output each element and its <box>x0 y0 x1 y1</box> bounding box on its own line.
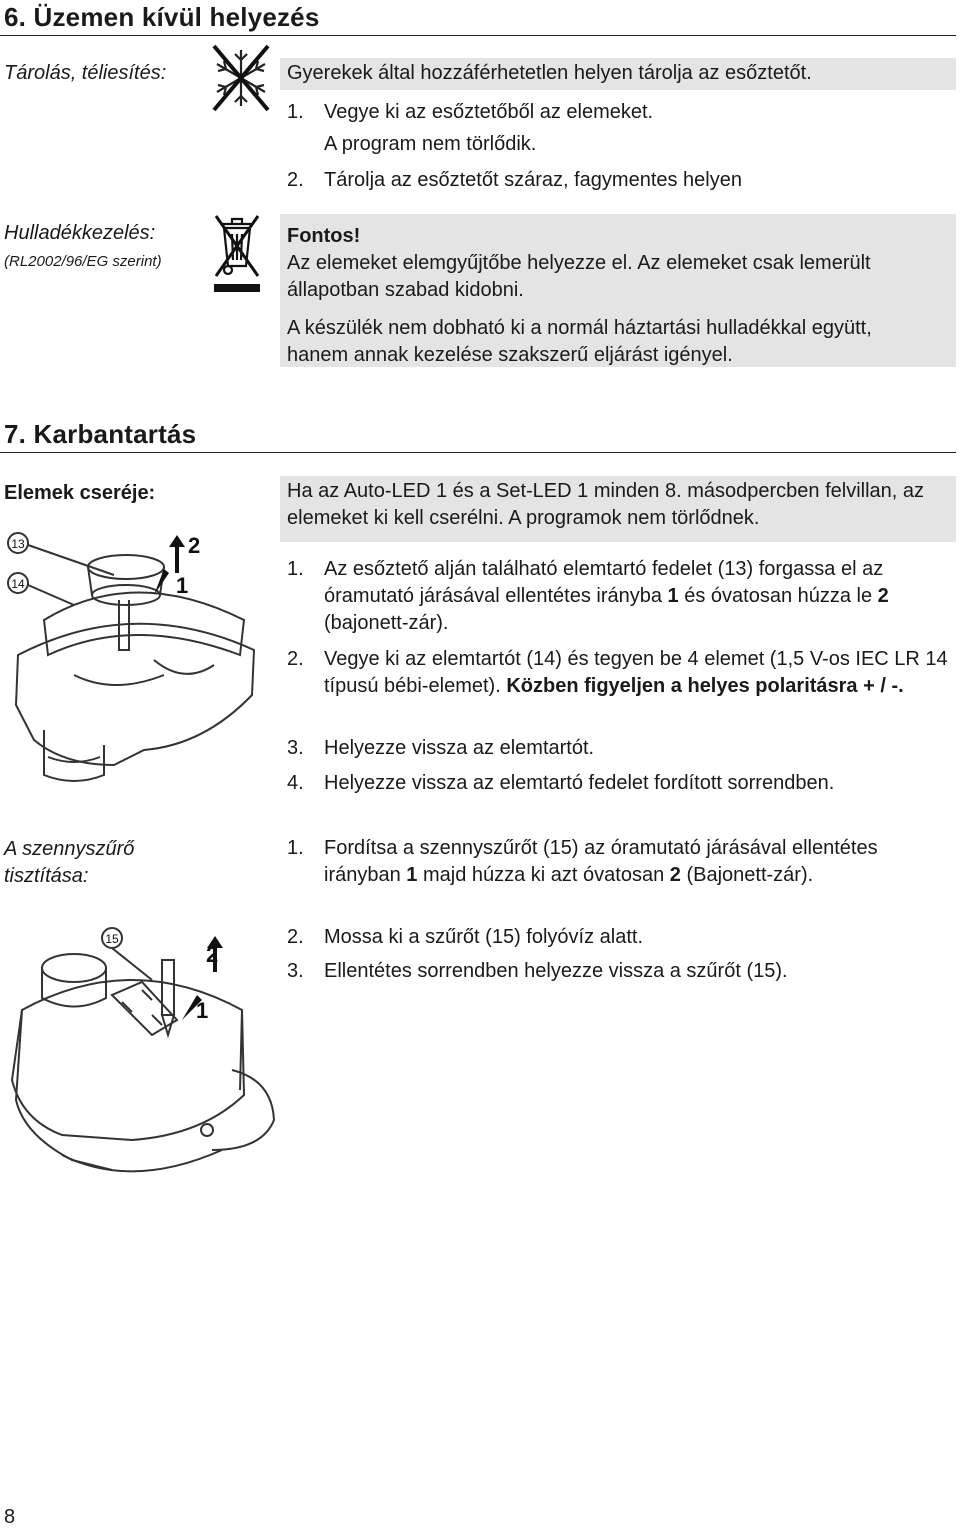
disposal-line2: A készülék nem dobható ki a normál háztartási hulladékkal együtt, hanem annak kezelése szakszerű eljárást igényel. <box>287 317 872 366</box>
storage-label: Tárolás, téliesítés: <box>4 62 167 84</box>
step-text: Vegye ki az elemtartót (14) és tegyen be 4 elemet (1,5 V-os IEC LR 14 típusú bébi-elemet). Közben figyeljen a helyes polaritásra + / -. <box>324 648 948 697</box>
step-text: Vegye ki az esőztetőből az elemeket. <box>324 101 654 123</box>
step-text: Mossa ki a szűrőt (15) folyóvíz alatt. <box>324 926 644 948</box>
page-number: 8 <box>4 1506 16 1528</box>
callout-14: 14 <box>11 577 25 591</box>
step-number: 1. <box>287 558 304 580</box>
callout-13: 13 <box>11 537 25 551</box>
arrow-label-2: 2 <box>206 942 219 967</box>
battery-intro: Ha az Auto-LED 1 és a Set-LED 1 minden 8. másodpercben felvillan, az elemeket ki kell cserélni. A programok nem törlődnek. <box>287 480 925 529</box>
step-number: 2. <box>287 926 304 948</box>
step-number: 4. <box>287 772 304 794</box>
battery-cover-illustration <box>4 525 269 785</box>
filter-illustration <box>2 920 277 1210</box>
step-number: 2. <box>287 648 304 670</box>
callout-15: 15 <box>105 932 119 946</box>
step-number: 3. <box>287 737 304 759</box>
disposal-sublabel: (RL2002/96/EG szerint) <box>4 253 162 270</box>
arrow-label-2: 2 <box>188 533 201 558</box>
section7-title: 7. Karbantartás <box>4 419 197 449</box>
step-text: Helyezze vissza az elemtartó fedelet fordított sorrendben. <box>324 772 835 794</box>
filter-label: A szennyszűrő tisztítása: <box>4 838 135 887</box>
step-text: Helyezze vissza az elemtartót. <box>324 737 595 759</box>
frost-crossed-icon <box>210 44 272 112</box>
battery-label: Elemek cseréje: <box>4 482 156 504</box>
section6-title: 6. Üzemen kívül helyezés <box>4 2 320 32</box>
storage-intro: Gyerekek által hozzáférhetetlen helyen tárolja az esőztetőt. <box>287 62 812 84</box>
disposal-label: Hulladékkezelés: <box>4 222 156 244</box>
divider <box>0 452 956 453</box>
crossed-bin-icon <box>212 210 262 294</box>
step-text: Az esőztető alján található elemtartó fedelet (13) forgassa el az óramutató járásával ellentétes irányba 1 és óvatosan húzza le 2 (bajonett-zár). <box>324 558 889 634</box>
step-text: Ellentétes sorrendben helyezze vissza a szűrőt (15). <box>324 960 788 982</box>
step-number: 3. <box>287 960 304 982</box>
step-note: A program nem törlődik. <box>324 133 537 155</box>
disposal-line1: Az elemeket elemgyűjtőbe helyezze el. Az elemeket csak lemerült állapotban szabad kidobni. <box>287 252 871 301</box>
arrow-label-1: 1 <box>196 998 209 1023</box>
divider <box>0 35 956 36</box>
storage-intro-band <box>280 58 956 90</box>
step-text: Fordítsa a szennyszűrőt (15) az óramutató járásával ellentétes irányban 1 majd húzza ki azt óvatosan 2 (Bajonett-zár). <box>324 837 878 886</box>
step-number: 2. <box>287 169 304 191</box>
step-number: 1. <box>287 837 304 859</box>
important-label: Fontos! <box>287 225 361 247</box>
step-text: Tárolja az esőztetőt száraz, fagymentes helyen <box>324 169 742 191</box>
arrow-label-1: 1 <box>176 573 189 598</box>
step-number: 1. <box>287 101 304 123</box>
